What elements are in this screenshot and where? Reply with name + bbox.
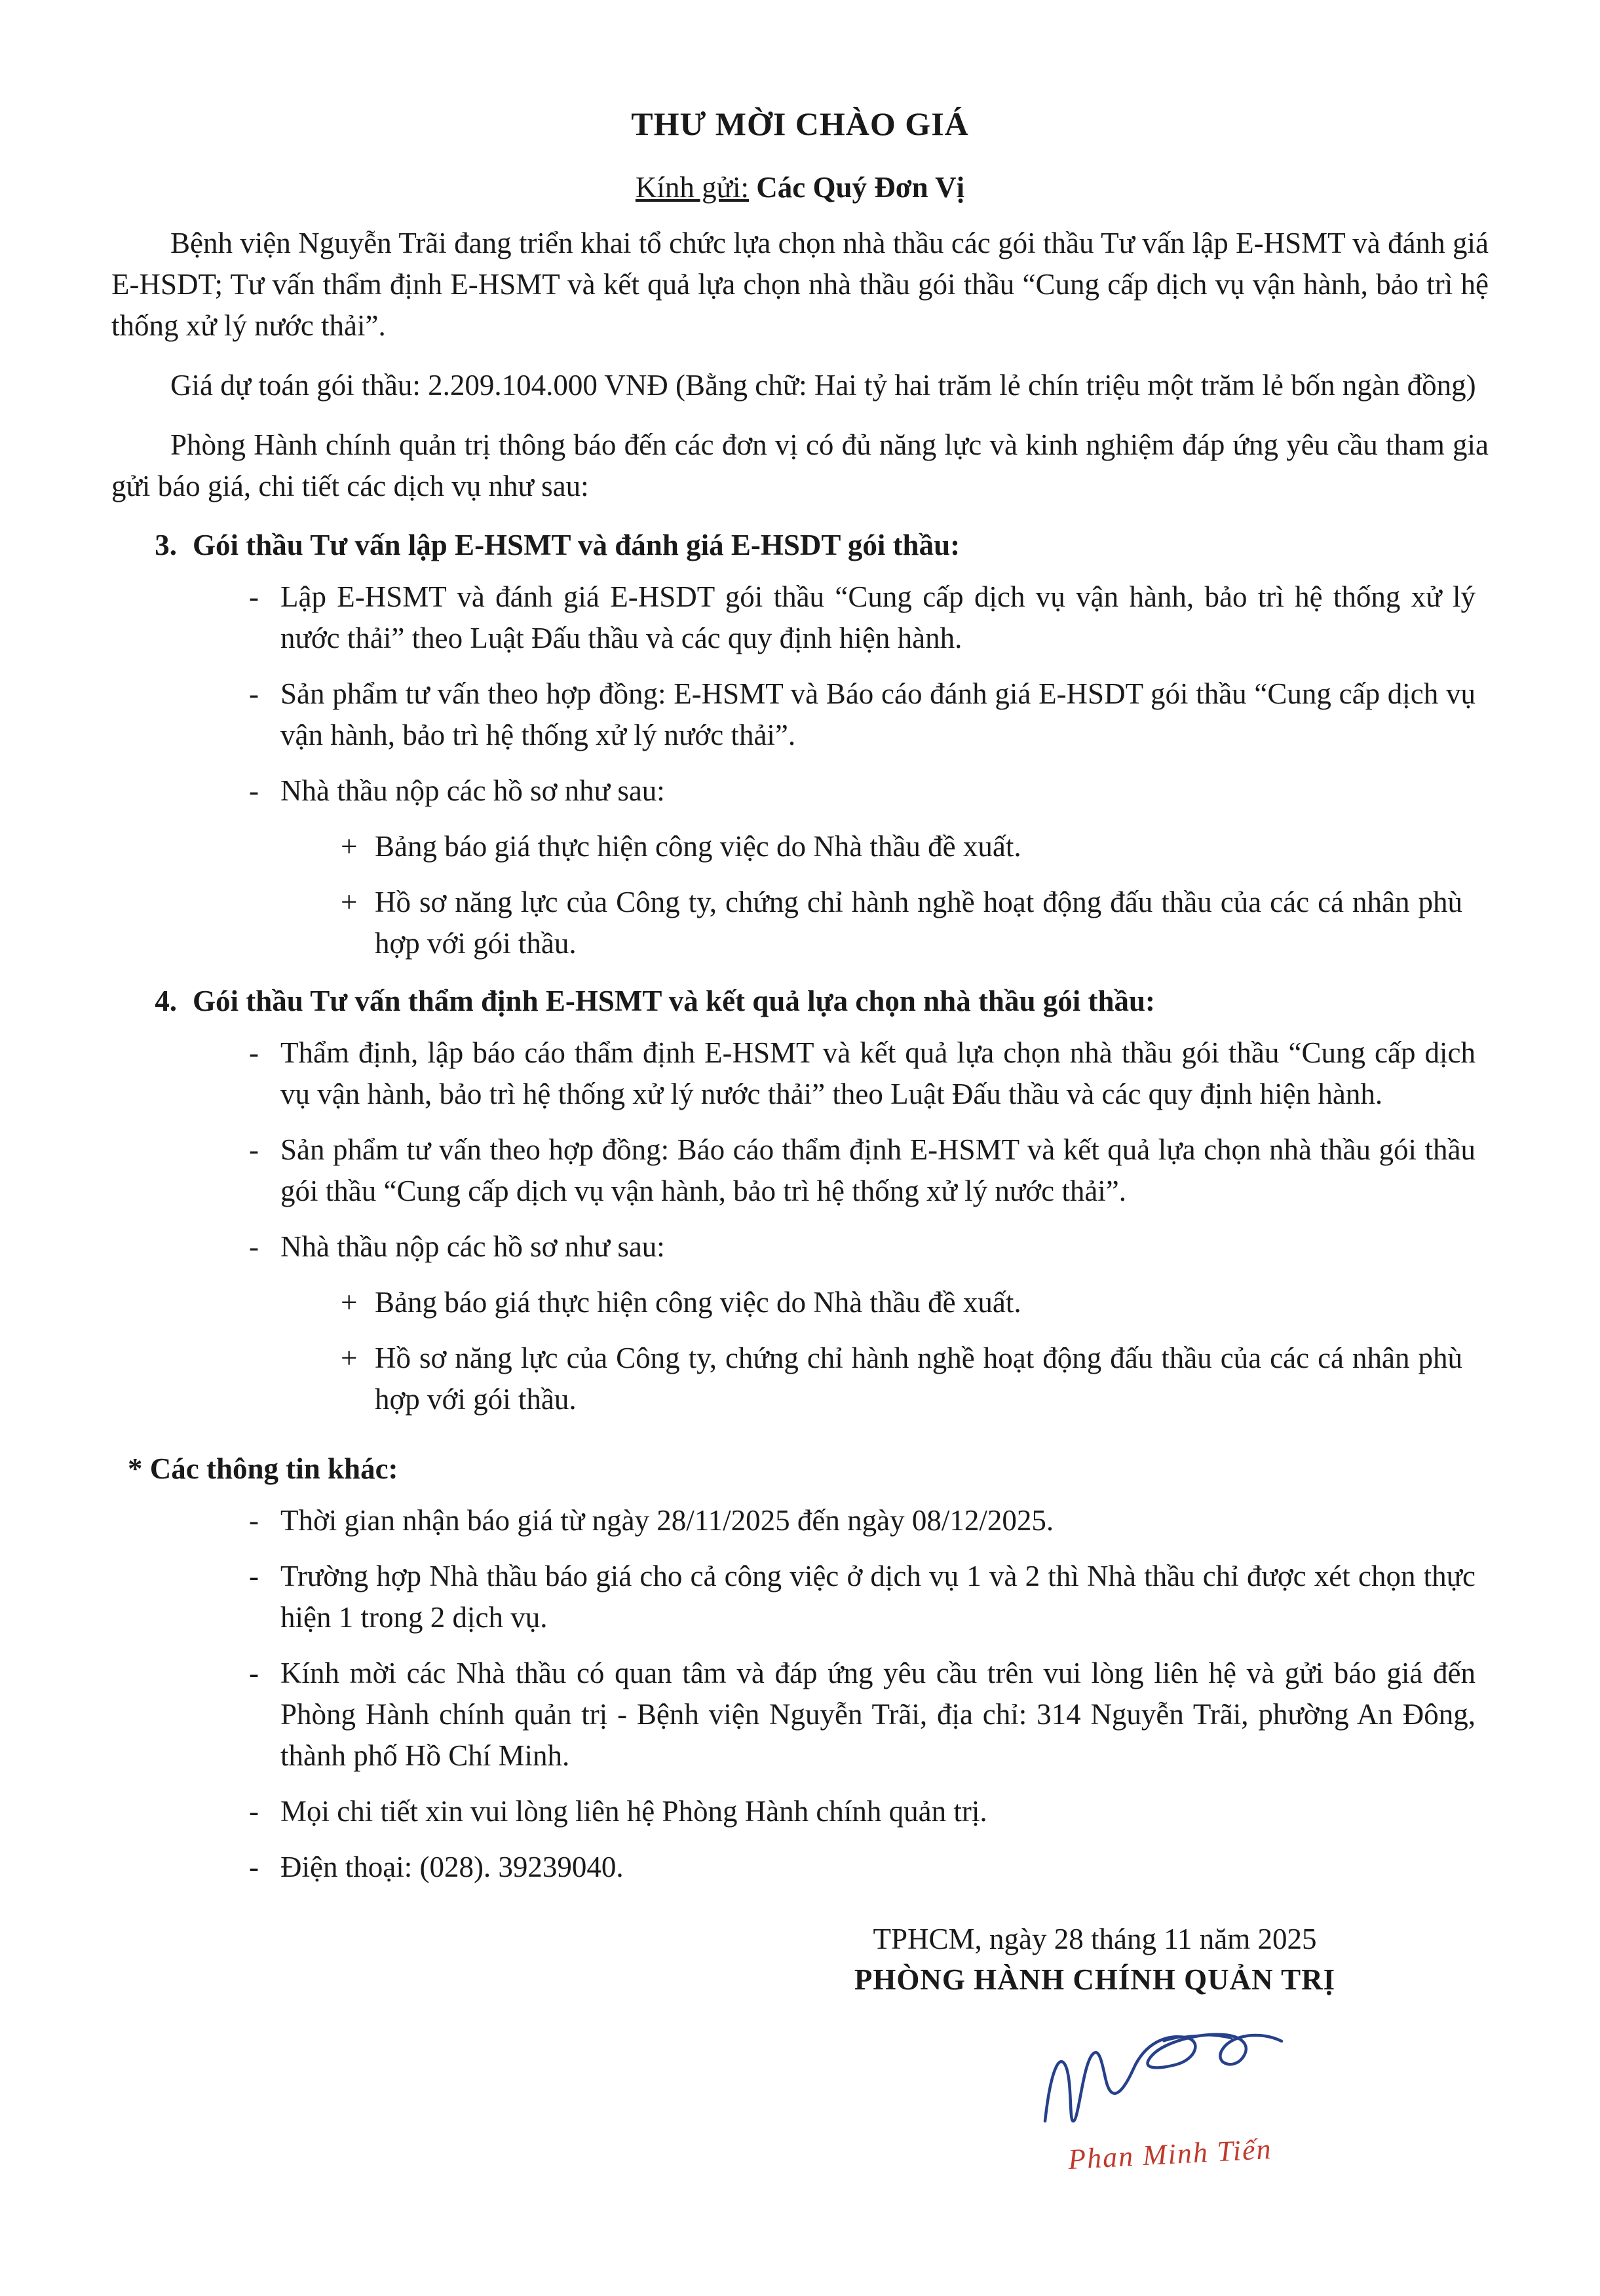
dash-marker: -	[249, 1851, 259, 1883]
dash-marker: -	[249, 1504, 259, 1537]
plus-marker: +	[341, 1342, 358, 1374]
dash-marker: -	[249, 774, 259, 807]
list-item	[249, 673, 1502, 756]
section-4-heading	[151, 984, 1502, 1018]
other-info-heading: * Các thông tin khác:	[128, 1452, 398, 1485]
dash-marker: -	[249, 1036, 259, 1069]
plus-marker: +	[341, 1286, 358, 1319]
other-info-items	[98, 1500, 1502, 1888]
dash-marker: -	[249, 1133, 259, 1166]
place-date: TPHCM, ngày 28 tháng 11 năm 2025	[873, 1923, 1317, 1955]
sections-list	[98, 528, 1502, 1420]
section-4-heading-text: Gói thầu Tư vấn thẩm định E-HSMT và kết quả lựa chọn nhà thầu gói thầu:	[193, 985, 1156, 1017]
list-item	[249, 1129, 1502, 1212]
list-item-text: Hồ sơ năng lực của Công ty, chứng chỉ hành nghề hoạt động đấu thầu của các cá nhân phù hợp với gói thầu.	[375, 1342, 1462, 1416]
signature-name: Phan Minh Tiến	[1067, 2132, 1273, 2176]
intro-paragraph-3: Phòng Hành chính quản trị thông báo đến các đơn vị có đủ năng lực và kinh nghiệm đáp ứng yêu cầu tham gia gửi báo giá, chi tiết các dịch vụ như sau:	[111, 428, 1489, 502]
recipient-line	[98, 170, 1502, 204]
dash-marker: -	[249, 1795, 259, 1828]
list-item-text: Sản phẩm tư vấn theo hợp đồng: Báo cáo thẩm định E-HSMT và kết quả lựa chọn nhà thầu gói thầu gói thầu “Cung cấp dịch vụ vận hành, bảo trì hệ thống xử lý nước thải”.	[280, 1133, 1476, 1207]
list-item-text: Mọi chi tiết xin vui lòng liên hệ Phòng Hành chính quản trị.	[280, 1795, 987, 1828]
section-3-number: 3.	[155, 529, 177, 561]
list-item-text: Sản phẩm tư vấn theo hợp đồng: E-HSMT và Báo cáo đánh giá E-HSDT gói thầu “Cung cấp dịch vụ vận hành, bảo trì hệ thống xử lý nước thải”.	[280, 677, 1476, 751]
list-item-text: Thời gian nhận báo giá từ ngày 28/11/2025 đến ngày 08/12/2025.	[280, 1504, 1054, 1537]
handwritten-signature-icon	[1035, 2023, 1310, 2134]
dash-marker: -	[249, 677, 259, 710]
intro-paragraph-2: Giá dự toán gói thầu: 2.209.104.000 VNĐ (Bằng chữ: Hai tỷ hai trăm lẻ chín triệu một trăm lẻ bốn ngàn đồng)	[170, 369, 1476, 402]
list-item-text: Hồ sơ năng lực của Công ty, chứng chỉ hành nghề hoạt động đấu thầu của các cá nhân phù hợp với gói thầu.	[375, 886, 1462, 960]
list-item	[341, 882, 1502, 964]
list-item-text: Nhà thầu nộp các hồ sơ như sau:	[280, 1230, 665, 1263]
list-item-text: Thẩm định, lập báo cáo thẩm định E-HSMT và kết quả lựa chọn nhà thầu gói thầu “Cung cấp dịch vụ vận hành, bảo trì hệ thống xử lý nước thải” theo Luật Đấu thầu và các quy định hiện hành.	[280, 1036, 1476, 1110]
list-item-text: Kính mời các Nhà thầu có quan tâm và đáp ứng yêu cầu trên vui lòng liên hệ và gửi báo giá đến Phòng Hành chính quản trị - Bệnh viện Nguyễn Trãi, địa chỉ: 314 Nguyễn Trãi, phường An Đông, thành phố Hồ Chí Minh.	[280, 1657, 1476, 1772]
list-item	[249, 1556, 1502, 1638]
list-item	[249, 1032, 1502, 1115]
section-3-subitems	[98, 826, 1502, 964]
section-4	[98, 984, 1502, 1420]
list-item	[249, 576, 1502, 659]
list-item	[249, 1226, 1502, 1268]
dash-marker: -	[249, 580, 259, 613]
list-item	[249, 770, 1502, 812]
plus-marker: +	[341, 886, 358, 918]
section-4-subitems	[98, 1282, 1502, 1420]
signature-area	[98, 1997, 1502, 2213]
signing-department: PHÒNG HÀNH CHÍNH QUẢN TRỊ	[854, 1963, 1336, 1996]
list-item	[249, 1500, 1502, 1541]
list-item-text: Trường hợp Nhà thầu báo giá cho cả công việc ở dịch vụ 1 và 2 thì Nhà thầu chỉ được xét chọn thực hiện 1 trong 2 dịch vụ.	[280, 1560, 1476, 1634]
section-3	[98, 528, 1502, 964]
recipient-value: Các Quý Đơn Vị	[756, 171, 965, 204]
section-3-heading	[151, 528, 1502, 562]
list-item-text: Lập E-HSMT và đánh giá E-HSDT gói thầu “Cung cấp dịch vụ vận hành, bảo trì hệ thống xử lý nước thải” theo Luật Đấu thầu và các quy định hiện hành.	[280, 580, 1476, 654]
list-item-text: Điện thoại: (028). 39239040.	[280, 1851, 624, 1883]
list-item	[249, 1791, 1502, 1832]
list-item-text: Bảng báo giá thực hiện công việc do Nhà thầu đề xuất.	[375, 1286, 1021, 1319]
list-item-text: Bảng báo giá thực hiện công việc do Nhà thầu đề xuất.	[375, 830, 1021, 863]
section-4-items	[98, 1032, 1502, 1268]
section-4-number: 4.	[155, 985, 177, 1017]
list-item	[341, 1338, 1502, 1420]
plus-marker: +	[341, 830, 358, 863]
list-item	[341, 1282, 1502, 1323]
dash-marker: -	[249, 1657, 259, 1689]
list-item	[249, 1653, 1502, 1777]
closing-block	[98, 1922, 1502, 1997]
page-title: THƯ MỜI CHÀO GIÁ	[631, 105, 969, 142]
dash-marker: -	[249, 1230, 259, 1263]
section-3-heading-text: Gói thầu Tư vấn lập E-HSMT và đánh giá E-HSDT gói thầu:	[193, 529, 961, 561]
section-3-items	[98, 576, 1502, 812]
recipient-label: Kính gửi:	[635, 171, 749, 204]
intro-paragraph-1: Bệnh viện Nguyễn Trãi đang triển khai tổ chức lựa chọn nhà thầu các gói thầu Tư vấn lập E-HSMT và đánh giá E-HSDT; Tư vấn thẩm định E-HSMT và kết quả lựa chọn nhà thầu gói thầu “Cung cấp dịch vụ vận hành, bảo trì hệ thống xử lý nước thải”.	[111, 227, 1489, 342]
dash-marker: -	[249, 1560, 259, 1592]
list-item-text: Nhà thầu nộp các hồ sơ như sau:	[280, 774, 665, 807]
list-item	[341, 826, 1502, 867]
list-item	[249, 1847, 1502, 1888]
